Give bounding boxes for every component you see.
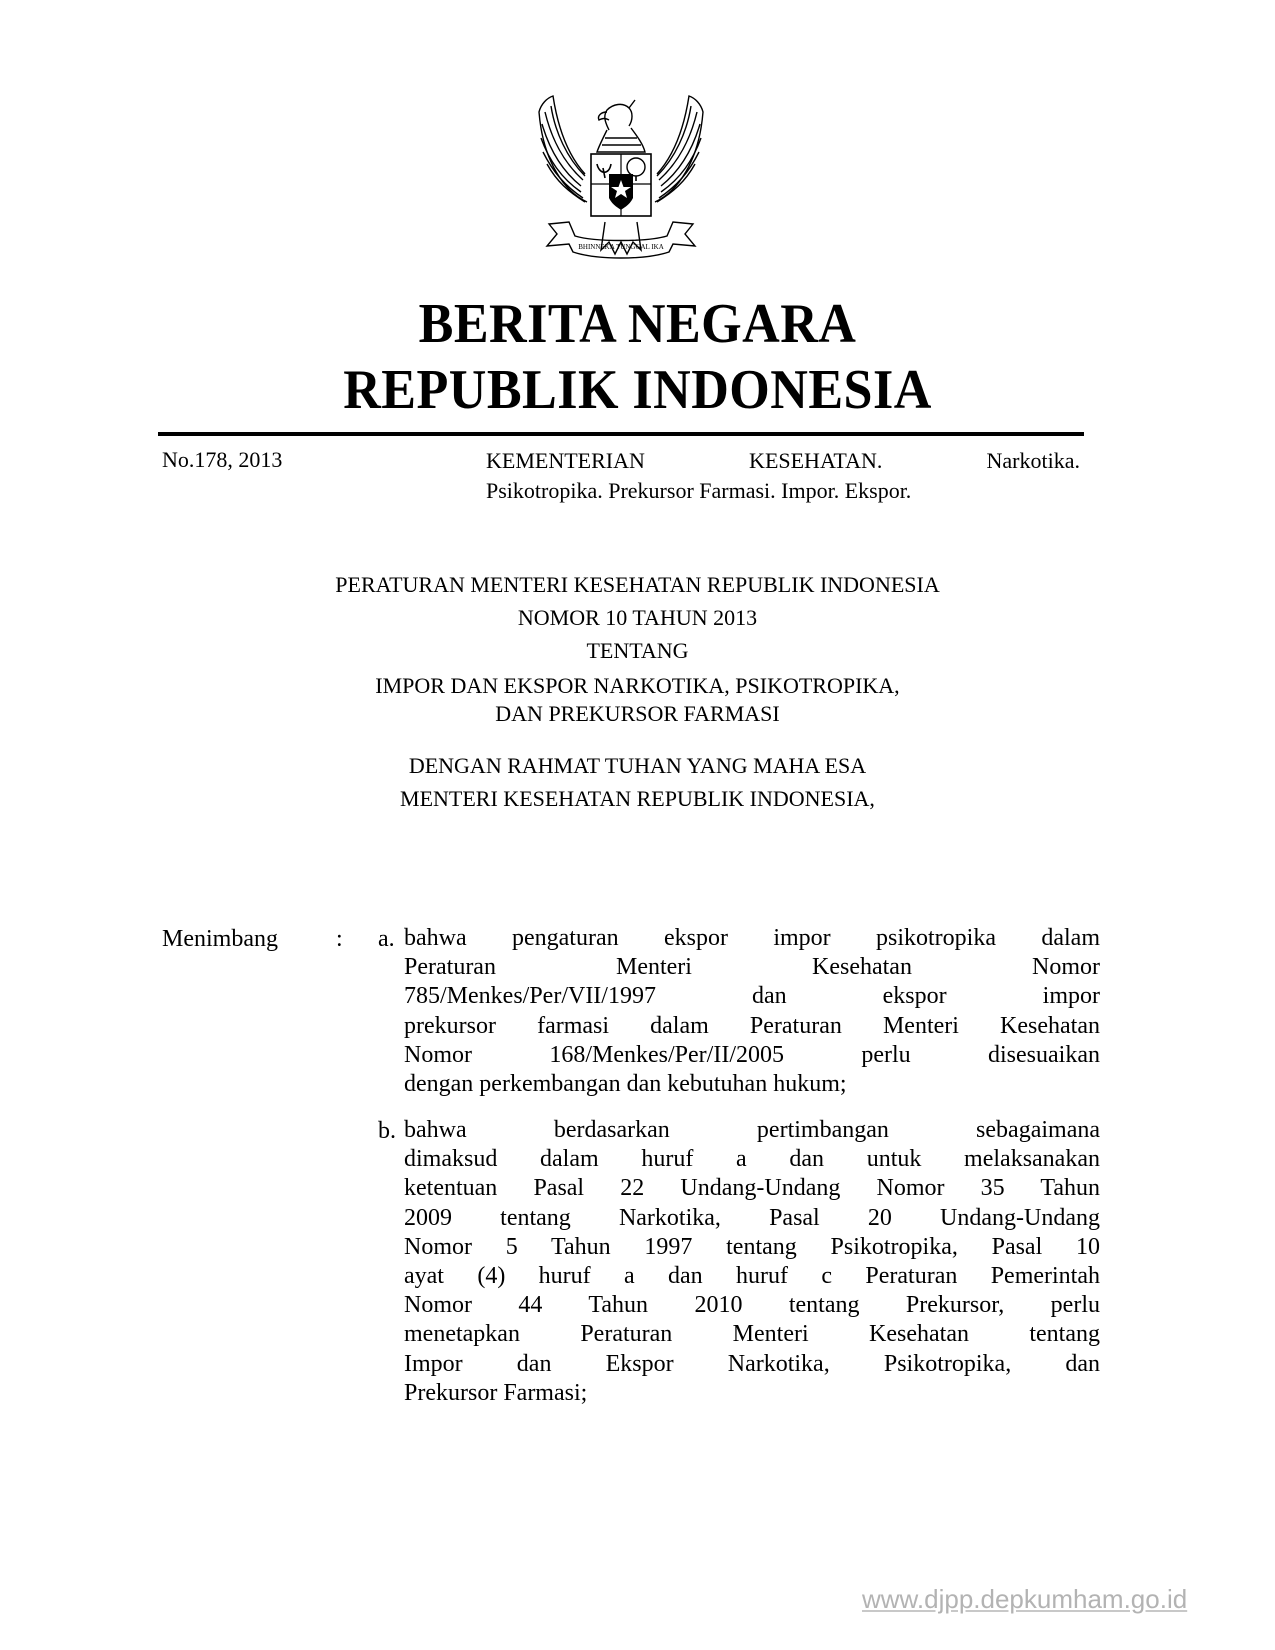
text-line: Nomor 44 Tahun 2010 tentang Prekursor, perlu xyxy=(404,1292,1100,1319)
regulation-invocation: DENGAN RAHMAT TUHAN YANG MAHA ESA xyxy=(408,753,867,778)
text-line: bahwa berdasarkan pertimbangan sebagaimana xyxy=(404,1117,1100,1143)
footer-website-link[interactable]: www.djpp.depkumham.go.id xyxy=(862,1584,1188,1614)
issue-subject-line1: KEMENTERIAN KESEHATAN. Narkotika. xyxy=(486,448,1080,473)
regulation-number: NOMOR 10 TAHUN 2013 xyxy=(517,605,758,630)
consideration-b-letter: b. xyxy=(378,1118,396,1144)
regulation-about: TENTANG xyxy=(586,638,689,663)
masthead-title-line2: REPUBLIK INDONESIA xyxy=(343,359,932,421)
consideration-a-text xyxy=(404,924,1100,1099)
regulation-issuer: MENTERI KESEHATAN REPUBLIK INDONESIA, xyxy=(400,786,875,811)
regulation-title: PERATURAN MENTERI KESEHATAN REPUBLIK INDONESIA xyxy=(335,572,940,597)
regulation-subject-line2: DAN PREKURSOR FARMASI xyxy=(495,701,780,726)
text-line: Peraturan Menteri Kesehatan Nomor xyxy=(404,954,1100,981)
text-line: Nomor 168/Menkes/Per/II/2005 perlu disesuaikan xyxy=(404,1041,1100,1068)
regulation-subject-line1: IMPOR DAN EKSPOR NARKOTIKA, PSIKOTROPIKA, xyxy=(375,673,900,698)
text-line: 785/Menkes/Per/VII/1997 dan ekspor impor xyxy=(404,983,1100,1010)
consideration-b-text xyxy=(404,1116,1100,1408)
garuda-pancasila-emblem-icon xyxy=(525,82,717,267)
masthead-divider xyxy=(158,432,1084,436)
text-line: prekursor farmasi dalam Peraturan Menteri Kesehatan xyxy=(404,1012,1100,1039)
consideration-a-letter: a. xyxy=(378,926,395,952)
text-line: 2009 tentang Narkotika, Pasal 20 Undang-Undang xyxy=(404,1204,1100,1231)
text-line: Prekursor Farmasi; xyxy=(404,1379,588,1406)
text-line: Nomor 5 Tahun 1997 tentang Psikotropika, Pasal 10 xyxy=(404,1233,1100,1260)
text-line: Impor dan Ekspor Narkotika, Psikotropika, dan xyxy=(404,1350,1100,1377)
text-line: menetapkan Peraturan Menteri Kesehatan tentang xyxy=(404,1321,1100,1348)
text-line: dengan perkembangan dan kebutuhan hukum; xyxy=(404,1070,847,1097)
considerations-separator: : xyxy=(336,926,343,952)
issue-subject-line2: Psikotropika. Prekursor Farmasi. Impor. Ekspor. xyxy=(486,478,912,503)
text-line: bahwa pengaturan ekspor impor psikotropika dalam xyxy=(404,925,1100,951)
emblem-motto: BHINNEKA TUNGGAL IKA xyxy=(578,243,664,251)
considerations-label: Menimbang xyxy=(162,926,278,952)
text-line: ayat (4) huruf a dan huruf c Peraturan Pemerintah xyxy=(404,1262,1100,1289)
issue-number: No.178, 2013 xyxy=(162,447,283,472)
text-line: dimaksud dalam huruf a dan untuk melaksanakan xyxy=(404,1146,1100,1173)
text-line: ketentuan Pasal 22 Undang-Undang Nomor 35 Tahun xyxy=(404,1175,1100,1202)
masthead-title-line1: BERITA NEGARA xyxy=(418,293,857,355)
